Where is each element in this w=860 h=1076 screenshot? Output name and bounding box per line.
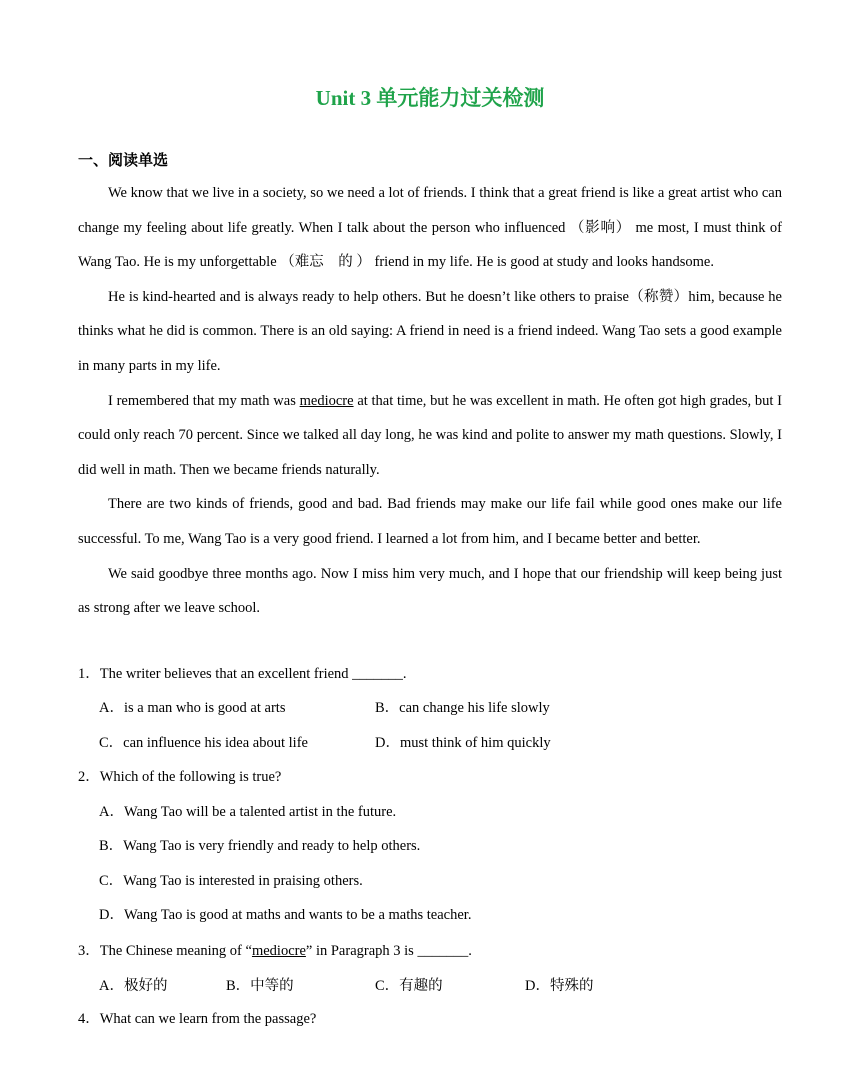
paragraph-3-text-before: I remembered that my math was xyxy=(108,392,300,409)
reading-passage xyxy=(78,176,782,626)
passage-paragraph-1: We know that we live in a society, so we need a lot of friends. I think that a great friend is like a great artist who can change my feeling about life greatly. When I talk about the person who influenced （影响） me most, I must think of Wang Tao. He is my unforgettable （难忘 的 ） friend in my life. He is good at study and looks handsome. xyxy=(78,185,782,271)
question-3-option-d: D．特殊的 xyxy=(525,978,594,994)
passage-paragraph-5: We said goodbye three months ago. Now I miss him very much, and I hope that our friendship will keep being just as strong after we leave school. xyxy=(78,565,782,617)
question-3-option-a: A．极好的 xyxy=(99,978,168,994)
question-4-stem: 4．What can we learn from the passage? xyxy=(78,1011,317,1027)
question-2-option-d: D．Wang Tao is good at maths and wants to be a maths teacher. xyxy=(99,907,472,923)
question-2-option-a: A．Wang Tao will be a talented artist in the future. xyxy=(99,804,397,820)
question-1-option-b: B．can change his life slowly xyxy=(375,700,550,716)
question-1-option-c: C．can influence his idea about life xyxy=(99,735,308,751)
question-3-stem-before: 3．The Chinese meaning of “ xyxy=(78,943,252,959)
question-2-stem: 2．Which of the following is true? xyxy=(78,769,282,785)
question-1-option-a: A．is a man who is good at arts xyxy=(99,700,286,716)
question-3-option-c: C．有趣的 xyxy=(375,978,443,994)
question-2-option-b: B．Wang Tao is very friendly and ready to help others. xyxy=(99,838,421,854)
question-3-option-b: B．中等的 xyxy=(226,978,294,994)
section-heading: 一、阅读单选 xyxy=(78,151,169,169)
question-1-option-d: D．must think of him quickly xyxy=(375,735,551,751)
question-3-stem xyxy=(78,940,472,962)
question-3-stem-after: ” in Paragraph 3 is _______. xyxy=(305,943,472,959)
underlined-word-mediocre: mediocre xyxy=(299,392,354,409)
passage-paragraph-3 xyxy=(78,384,782,488)
paragraph-3-text-after: at that time, but he was excellent in math. He often got high grades, but I could only reach 70 percent. Since we talked all day long, he was kind and polite to answer my math questions. Slowly, I did well in math. Then we became friends naturally. xyxy=(78,392,782,478)
passage-paragraph-2: He is kind-hearted and is always ready to help others. But he doesn’t like others to praise（称赞）him, because he thinks what he did is common. There is an old saying: A friend in need is a friend indeed. Wang Tao sets a good example in many parts in my life. xyxy=(78,288,782,374)
question-1-stem: 1．The writer believes that an excellent friend _______. xyxy=(78,666,407,682)
question-2-option-c: C．Wang Tao is interested in praising others. xyxy=(99,873,363,889)
document-title: Unit 3 单元能力过关检测 xyxy=(315,86,545,110)
question-3-underlined-word: mediocre xyxy=(251,943,306,959)
passage-paragraph-4: There are two kinds of friends, good and bad. Bad friends may make our life fail while good ones make our life successful. To me, Wang Tao is a very good friend. I learned a lot from him, and I became better and better. xyxy=(78,496,782,547)
